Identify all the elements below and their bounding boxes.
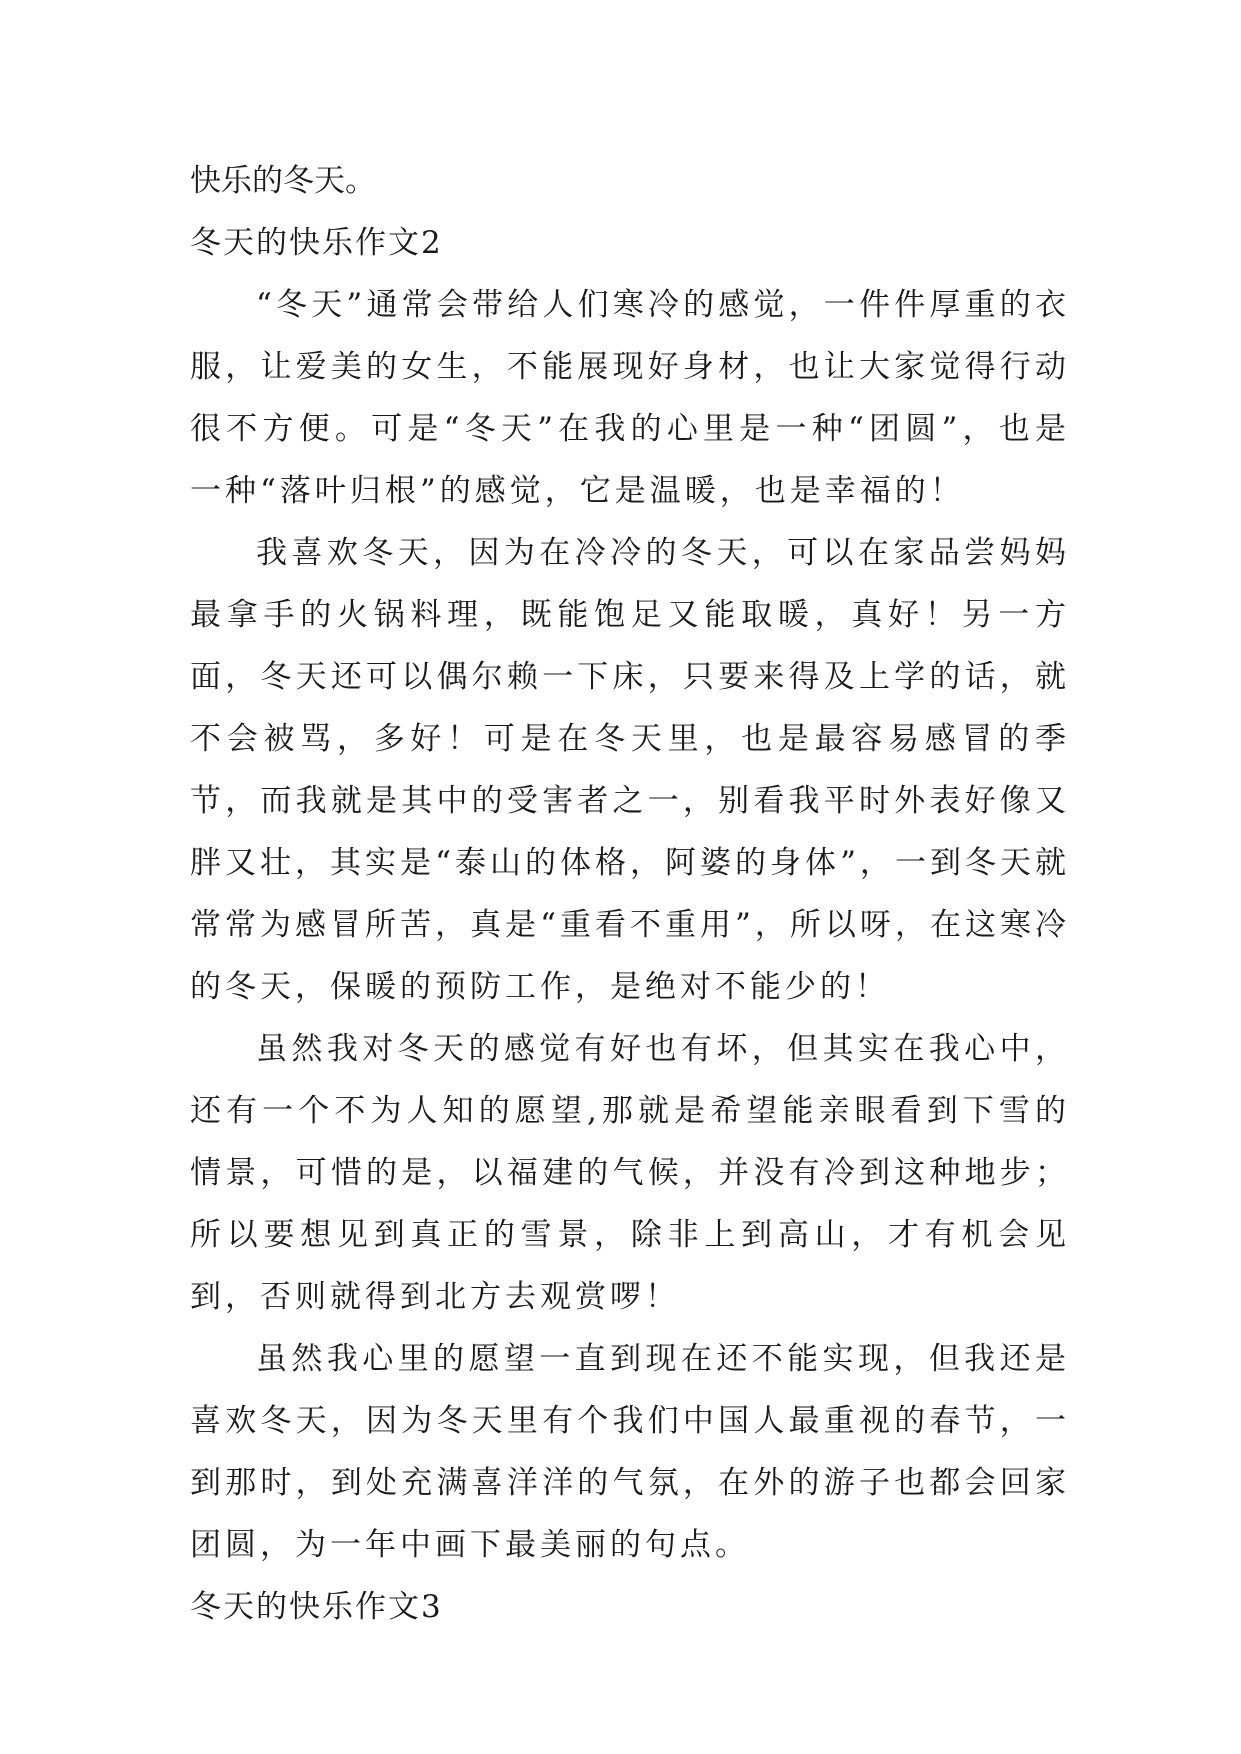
paragraph-2: 我喜欢冬天，因为在冷冷的冬天，可以在家品尝妈妈最拿手的火锅料理，既能饱足又能取暖，真好！另一方面，冬天还可以偶尔赖一下床，只要来得及上学的话，就不会被骂，多好！可是在冬天里，也是最容易感冒的季节，而我就是其中的受害者之一，别看我平时外表好像又胖又壮，其实是“泰山的体格，阿婆的身体”，一到冬天就常常为感冒所苦，真是“重看不重用”，所以呀，在这寒冷的冬天，保暖的预防工作，是绝对不能少的！: [190, 535, 1070, 1005]
continuation-line: 快乐的冬天。: [190, 163, 376, 199]
essay-heading-2: 冬天的快乐作文2: [190, 225, 443, 261]
document-page: [190, 150, 1070, 1638]
paragraph-3: 虽然我对冬天的感觉有好也有坏，但其实在我心中，还有一个不为人知的愿望,那就是希望能亲眼看到下雪的情景，可惜的是，以福建的气候，并没有冷到这种地步；所以要想见到真正的雪景，除非上到高山，才有机会见到，否则就得到北方去观赏啰！: [190, 1031, 1070, 1315]
paragraph-1: “冬天”通常会带给人们寒冷的感觉，一件件厚重的衣服，让爱美的女生，不能展现好身材，也让大家觉得行动很不方便。可是“冬天”在我的心里是一种“团圆”，也是一种“落叶归根”的感觉，它是温暖，也是幸福的！: [190, 287, 1070, 509]
paragraph-4: 虽然我心里的愿望一直到现在还不能实现，但我还是喜欢冬天，因为冬天里有个我们中国人最重视的春节，一到那时，到处充满喜洋洋的气氛，在外的游子也都会回家团圆，为一年中画下最美丽的句点。: [190, 1341, 1070, 1563]
essay-heading-3: 冬天的快乐作文3: [190, 1589, 443, 1625]
